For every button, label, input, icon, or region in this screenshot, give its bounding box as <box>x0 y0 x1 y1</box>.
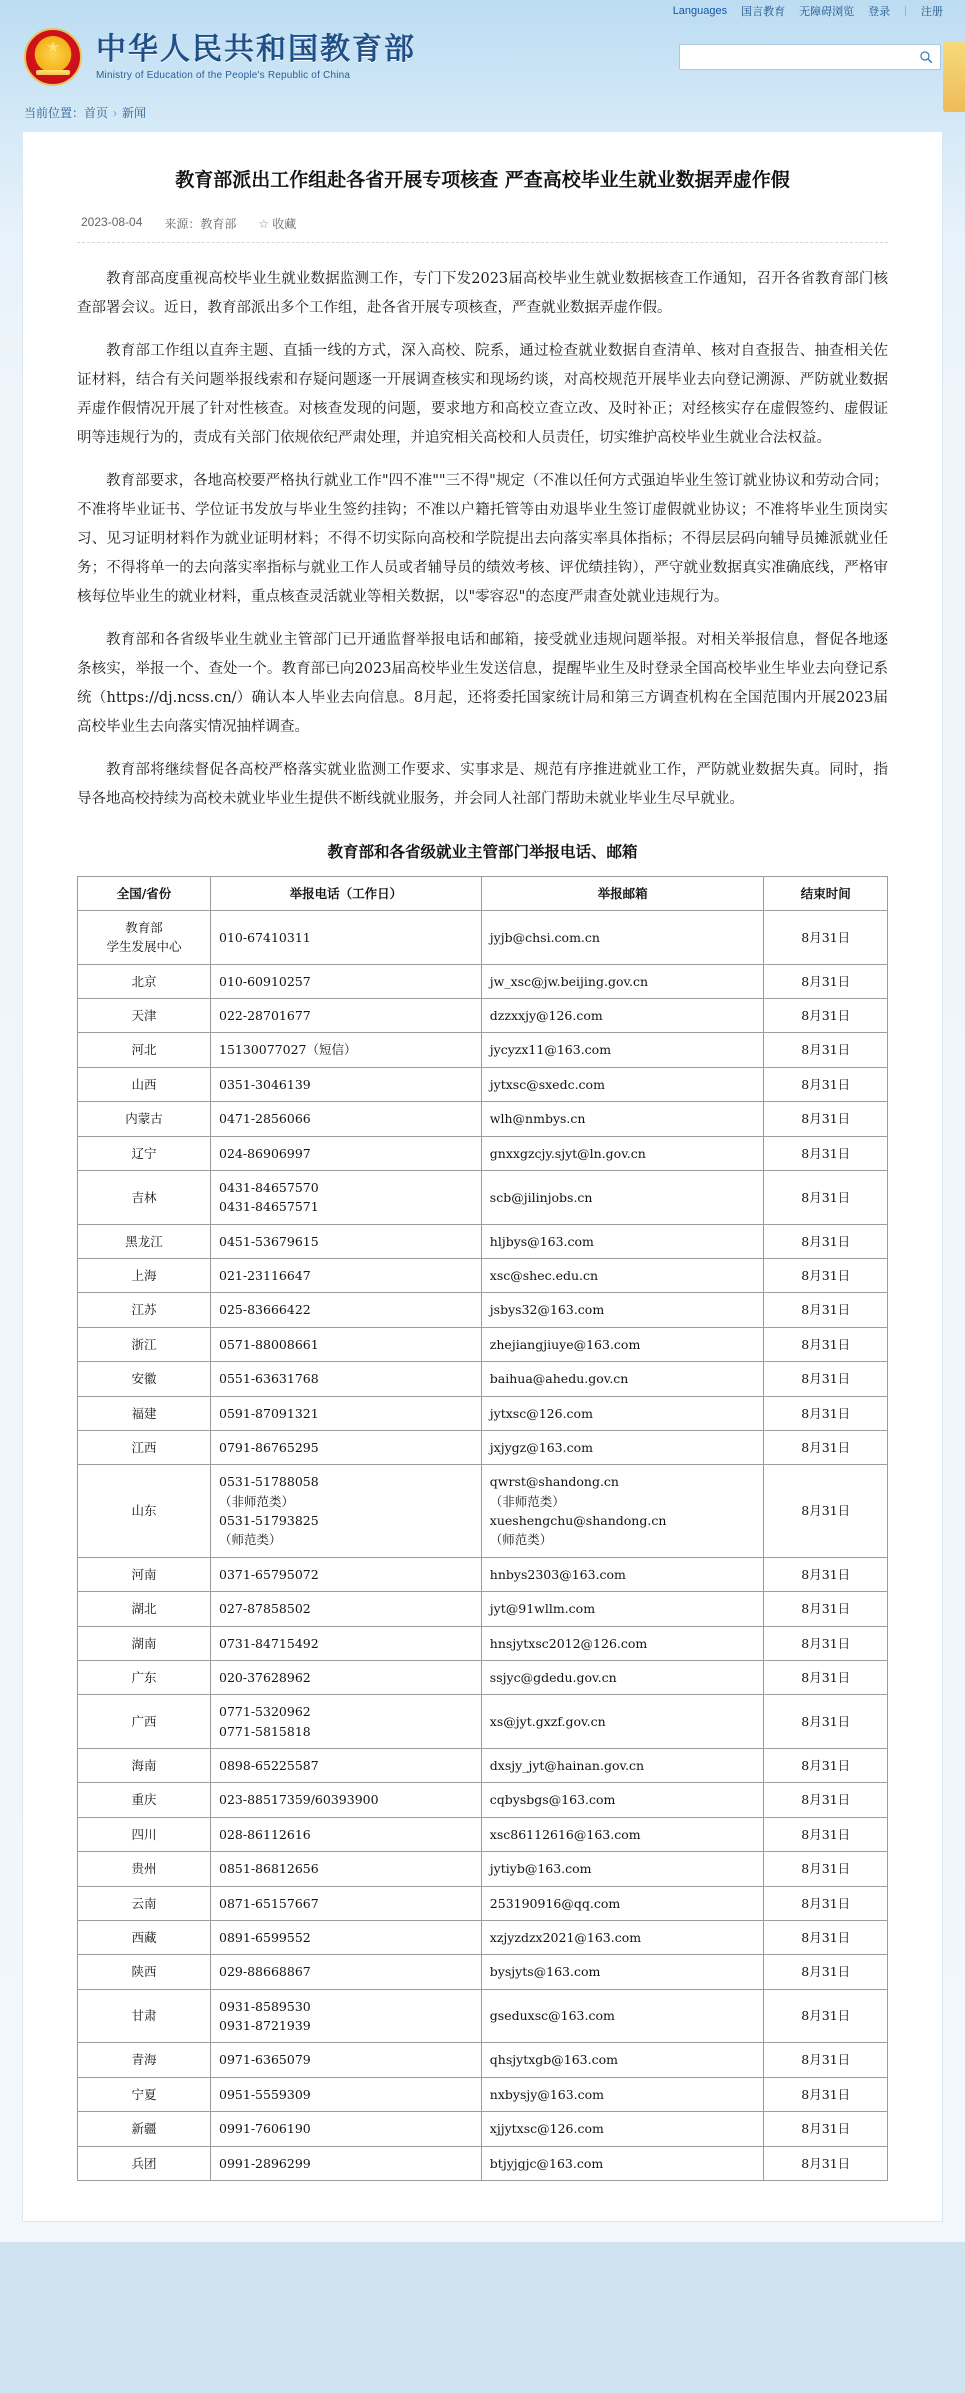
table-row <box>78 1067 888 1101</box>
breadcrumb-home[interactable]: 首页 <box>84 106 109 120</box>
star-icon: ☆ <box>258 216 270 231</box>
cell-email: baihua@ahedu.gov.cn <box>481 1362 764 1396</box>
cell-enddate: 8月31日 <box>764 1783 888 1817</box>
cell-region: 内蒙古 <box>78 1102 211 1136</box>
table-row <box>78 1626 888 1660</box>
table-row <box>78 2112 888 2146</box>
cell-enddate: 8月31日 <box>764 1293 888 1327</box>
cell-email: jyt@91wllm.com <box>481 1592 764 1626</box>
cell-phone: 0551-63631768 <box>211 1362 482 1396</box>
cell-region: 北京 <box>78 964 211 998</box>
table-row <box>78 1327 888 1361</box>
table-row <box>78 1920 888 1954</box>
cell-phone: 0991-7606190 <box>211 2112 482 2146</box>
table-row <box>78 1852 888 1886</box>
cell-region: 江西 <box>78 1430 211 1464</box>
cell-email: zhejiangjiuye@163.com <box>481 1327 764 1361</box>
cell-region: 山西 <box>78 1067 211 1101</box>
top-utility-bar <box>0 0 965 22</box>
col-email: 举报邮箱 <box>481 876 764 910</box>
table-row <box>78 1749 888 1783</box>
col-region: 全国/省份 <box>78 876 211 910</box>
article-meta <box>77 215 888 243</box>
cell-phone: 0991-2896299 <box>211 2146 482 2180</box>
cell-region: 山东 <box>78 1465 211 1558</box>
cell-phone: 025-83666422 <box>211 1293 482 1327</box>
cell-enddate: 8月31日 <box>764 910 888 964</box>
cell-enddate: 8月31日 <box>764 964 888 998</box>
table-body <box>78 910 888 2180</box>
report-contacts-table <box>77 876 888 2181</box>
cell-enddate: 8月31日 <box>764 1327 888 1361</box>
cell-region: 江苏 <box>78 1293 211 1327</box>
cell-region: 兵团 <box>78 2146 211 2180</box>
cell-phone: 010-60910257 <box>211 964 482 998</box>
table-row <box>78 1033 888 1067</box>
table-row <box>78 1102 888 1136</box>
cell-phone: 027-87858502 <box>211 1592 482 1626</box>
cell-enddate: 8月31日 <box>764 1430 888 1464</box>
breadcrumb-chevron-icon: › <box>113 106 118 120</box>
site-title-cn: 中华人民共和国教育部 <box>96 31 416 67</box>
search-icon <box>919 50 933 64</box>
cell-enddate: 8月31日 <box>764 1955 888 1989</box>
cell-email: ssjyc@gdedu.gov.cn <box>481 1660 764 1694</box>
table-row <box>78 1955 888 1989</box>
table-row <box>78 1136 888 1170</box>
cell-region: 福建 <box>78 1396 211 1430</box>
table-row <box>78 1817 888 1851</box>
table-row <box>78 1430 888 1464</box>
cell-region: 吉林 <box>78 1170 211 1224</box>
report-table-title: 教育部和各省级就业主管部门举报电话、邮箱 <box>327 841 638 861</box>
cell-email: jyjb@chsi.com.cn <box>481 910 764 964</box>
cell-phone: 022-28701677 <box>211 999 482 1033</box>
cell-phone: 0871-65157667 <box>211 1886 482 1920</box>
site-header <box>0 22 965 92</box>
cell-phone: 0971-6365079 <box>211 2043 482 2077</box>
cell-email: qhsjytxgb@163.com <box>481 2043 764 2077</box>
cell-phone: 0571-88008661 <box>211 1327 482 1361</box>
cell-enddate: 8月31日 <box>764 1695 888 1749</box>
cell-region: 陕西 <box>78 1955 211 1989</box>
cell-email: gnxxgzcjy.sjyt@ln.gov.cn <box>481 1136 764 1170</box>
article-paragraph-3: 教育部要求，各地高校要严格执行就业工作"四不准""三不得"规定（不准以任何方式强迫毕业生签订就业协议和劳动合同；不准将毕业证书、学位证书发放与毕业生签约挂钩；不准以户籍托管等由劝退毕业生签订虚假就业协议；不准将毕业生顶岗实习、见习证明材料作为就业证明材料；不得不切实际向高校和学院提出去向落实率具体指标；不得层层码向辅导员摊派就业任务；不得将单一的去向落实率指标与就业工作人员或者辅导员的绩效考核、评优绩挂钩），严守就业数据真实准确底线，严格审核每位毕业生的就业材料，重点核查灵活就业等相关数据，以"零容忍"的态度严肃查处就业违规行为。 <box>77 472 888 605</box>
cell-region: 新疆 <box>78 2112 211 2146</box>
cell-region: 教育部 学生发展中心 <box>78 910 211 964</box>
cell-enddate: 8月31日 <box>764 1592 888 1626</box>
breadcrumb <box>0 92 965 131</box>
cell-email: jxjygz@163.com <box>481 1430 764 1464</box>
cell-email: jytxsc@126.com <box>481 1396 764 1430</box>
table-row <box>78 1783 888 1817</box>
cell-phone: 0371-65795072 <box>211 1557 482 1591</box>
cell-email: xsc86112616@163.com <box>481 1817 764 1851</box>
cell-email: jytiyb@163.com <box>481 1852 764 1886</box>
table-row <box>78 2146 888 2180</box>
table-row <box>78 1886 888 1920</box>
cell-email: xsc@shec.edu.cn <box>481 1259 764 1293</box>
cell-email: hljbys@163.com <box>481 1224 764 1258</box>
cell-region: 上海 <box>78 1259 211 1293</box>
cell-enddate: 8月31日 <box>764 1557 888 1591</box>
col-enddate: 结束时间 <box>764 876 888 910</box>
cell-email: 253190916@qq.com <box>481 1886 764 1920</box>
cell-phone: 0931-8589530 0931-8721939 <box>211 1989 482 2043</box>
article-paragraph-5: 教育部将继续督促各高校严格落实就业监测工作要求、实事求是、规范有序推进就业工作，严防就业数据失真。同时，指导各地高校持续为高校未就业毕业生提供不断线就业服务，并会同人社部门帮助未就业毕业生尽早就业。 <box>77 761 888 807</box>
cell-phone: 021-23116647 <box>211 1259 482 1293</box>
cell-email: btjyjgjc@163.com <box>481 2146 764 2180</box>
table-row <box>78 910 888 964</box>
cell-region: 西藏 <box>78 1920 211 1954</box>
cell-phone: 020-37628962 <box>211 1660 482 1694</box>
cell-region: 贵州 <box>78 1852 211 1886</box>
article-card <box>22 131 943 2222</box>
cell-region: 浙江 <box>78 1327 211 1361</box>
cell-region: 云南 <box>78 1886 211 1920</box>
cell-email: xjjytxsc@126.com <box>481 2112 764 2146</box>
cell-region: 广西 <box>78 1695 211 1749</box>
cell-enddate: 8月31日 <box>764 2077 888 2111</box>
cell-email: jycyzx11@163.com <box>481 1033 764 1067</box>
table-row <box>78 1592 888 1626</box>
cell-region: 安徽 <box>78 1362 211 1396</box>
cell-email: nxbysjy@163.com <box>481 2077 764 2111</box>
cell-enddate: 8月31日 <box>764 1224 888 1258</box>
cell-email: xs@jyt.gxzf.gov.cn <box>481 1695 764 1749</box>
cell-region: 河北 <box>78 1033 211 1067</box>
cell-phone: 0851-86812656 <box>211 1852 482 1886</box>
cell-email: gseduxsc@163.com <box>481 1989 764 2043</box>
cell-email: scb@jilinjobs.cn <box>481 1170 764 1224</box>
cell-phone: 0351-3046139 <box>211 1067 482 1101</box>
table-head <box>78 876 888 910</box>
table-row <box>78 999 888 1033</box>
decorative-ribbon <box>943 42 965 112</box>
cell-phone: 010-67410311 <box>211 910 482 964</box>
article-paragraph-2: 教育部工作组以直奔主题、直插一线的方式，深入高校、院系，通过检查就业数据自查清单、核对自查报告、抽查相关佐证材料，结合有关问题举报线索和存疑问题逐一开展调查核实和现场约谈，对高校规范开展毕业去向登记溯源、严防就业数据弄虚作假情况开展了针对性核查。对核查发现的问题，要求地方和高校立查立改、及时补正；对经核实存在虚假签约、虚假证明等违规行为的，责成有关部门依规依纪严肃处理，并追究相关高校和人员责任，切实维护高校毕业生就业合法权益。 <box>77 342 888 446</box>
cell-region: 天津 <box>78 999 211 1033</box>
cell-phone: 0531-51788058 （非师范类） 0531-51793825 （师范类） <box>211 1465 482 1558</box>
table-row <box>78 964 888 998</box>
cell-enddate: 8月31日 <box>764 2146 888 2180</box>
cell-enddate: 8月31日 <box>764 999 888 1033</box>
search-box[interactable] <box>679 44 941 70</box>
cell-region: 河南 <box>78 1557 211 1591</box>
cell-phone: 15130077027（短信） <box>211 1033 482 1067</box>
page-title: 教育部派出工作组赴各省开展专项核查 严查高校毕业生就业数据弄虚作假 <box>175 169 790 191</box>
cell-region: 黑龙江 <box>78 1224 211 1258</box>
cell-enddate: 8月31日 <box>764 1660 888 1694</box>
cell-enddate: 8月31日 <box>764 1465 888 1558</box>
article-source: 来源：教育部 <box>164 216 237 231</box>
cell-phone: 0591-87091321 <box>211 1396 482 1430</box>
cell-phone: 0891-6599552 <box>211 1920 482 1954</box>
cell-region: 宁夏 <box>78 2077 211 2111</box>
breadcrumb-current[interactable]: 新闻 <box>122 106 147 120</box>
cell-phone: 023-88517359/60393900 <box>211 1783 482 1817</box>
cell-email: jsbys32@163.com <box>481 1293 764 1327</box>
cell-email: xzjyzdzx2021@163.com <box>481 1920 764 1954</box>
cell-phone: 0771-5320962 0771-5815818 <box>211 1695 482 1749</box>
table-row <box>78 1557 888 1591</box>
table-row <box>78 1170 888 1224</box>
table-row <box>78 1695 888 1749</box>
topbar-item-1[interactable]: 无障碍浏览 <box>799 6 855 18</box>
topbar-item-3[interactable]: 注册 <box>921 6 943 18</box>
article-date: 2023-08-04 <box>81 214 143 229</box>
cell-email: hnbys2303@163.com <box>481 1557 764 1591</box>
cell-enddate: 8月31日 <box>764 1989 888 2043</box>
search-button[interactable] <box>912 45 940 69</box>
cell-enddate: 8月31日 <box>764 1396 888 1430</box>
cell-enddate: 8月31日 <box>764 1170 888 1224</box>
cell-region: 广东 <box>78 1660 211 1694</box>
table-row <box>78 1465 888 1558</box>
cell-email: qwrst@shandong.cn （非师范类） xueshengchu@shandong.cn （师范类） <box>481 1465 764 1558</box>
cell-enddate: 8月31日 <box>764 2112 888 2146</box>
cell-enddate: 8月31日 <box>764 1920 888 1954</box>
cell-enddate: 8月31日 <box>764 1749 888 1783</box>
cell-email: dzzxxjy@126.com <box>481 999 764 1033</box>
cell-enddate: 8月31日 <box>764 1067 888 1101</box>
cell-enddate: 8月31日 <box>764 1886 888 1920</box>
table-row <box>78 2043 888 2077</box>
site-title-en: Ministry of Education of the People's Republic of China <box>96 70 351 82</box>
cell-phone: 0731-84715492 <box>211 1626 482 1660</box>
cell-email: hnsjytxsc2012@126.com <box>481 1626 764 1660</box>
cell-email: jw_xsc@jw.beijing.gov.cn <box>481 964 764 998</box>
table-row <box>78 1989 888 2043</box>
table-header-row <box>78 876 888 910</box>
languages-link[interactable]: Languages <box>672 5 728 17</box>
cell-region: 湖南 <box>78 1626 211 1660</box>
cell-region: 海南 <box>78 1749 211 1783</box>
table-row <box>78 2077 888 2111</box>
col-phone: 举报电话（工作日） <box>211 876 482 910</box>
cell-enddate: 8月31日 <box>764 1852 888 1886</box>
table-row <box>78 1224 888 1258</box>
cell-enddate: 8月31日 <box>764 1259 888 1293</box>
table-row <box>78 1660 888 1694</box>
topbar-separator: | <box>904 5 907 17</box>
cell-region: 四川 <box>78 1817 211 1851</box>
cell-phone: 0451-53679615 <box>211 1224 482 1258</box>
favorite-button[interactable]: ☆ 收藏 <box>258 216 297 231</box>
cell-phone: 0791-86765295 <box>211 1430 482 1464</box>
table-row <box>78 1362 888 1396</box>
national-emblem-icon <box>24 28 82 86</box>
cell-email: wlh@nmbys.cn <box>481 1102 764 1136</box>
topbar-item-0[interactable]: 国言教育 <box>741 6 786 18</box>
cell-phone: 0431-84657570 0431-84657571 <box>211 1170 482 1224</box>
table-row <box>78 1259 888 1293</box>
cell-email: jytxsc@sxedc.com <box>481 1067 764 1101</box>
article-paragraph-1: 教育部高度重视高校毕业生就业数据监测工作，专门下发2023届高校毕业生就业数据核查工作通知，召开各省教育部门核查部署会议。近日，教育部派出多个工作组，赴各省开展专项核查，严查就业数据弄虚作假。 <box>77 270 888 316</box>
cell-enddate: 8月31日 <box>764 1102 888 1136</box>
cell-email: dxsjy_jyt@hainan.gov.cn <box>481 1749 764 1783</box>
cell-phone: 0471-2856066 <box>211 1102 482 1136</box>
topbar-item-2[interactable]: 登录 <box>868 6 891 18</box>
cell-enddate: 8月31日 <box>764 1817 888 1851</box>
article-paragraph-4: 教育部和各省级毕业生就业主管部门已开通监督举报电话和邮箱，接受就业违规问题举报。对相关举报信息，督促各地逐条核实，举报一个、查处一个。教育部已向2023届高校毕业生发送信息，提醒毕业生及时登录全国高校毕业生毕业去向登记系统（https://dj.ncss.cn/）确认本人毕业去向信息。8月起，还将委托国家统计局和第三方调查机构在全国范围内开展2023届高校毕业生去向落实情况抽样调查。 <box>77 631 888 735</box>
cell-enddate: 8月31日 <box>764 1626 888 1660</box>
search-input[interactable] <box>680 45 912 69</box>
cell-region: 重庆 <box>78 1783 211 1817</box>
cell-region: 青海 <box>78 2043 211 2077</box>
cell-phone: 024-86906997 <box>211 1136 482 1170</box>
cell-region: 甘肃 <box>78 1989 211 2043</box>
table-row <box>78 1293 888 1327</box>
table-row <box>78 1396 888 1430</box>
breadcrumb-label: 当前位置： <box>24 106 85 120</box>
cell-enddate: 8月31日 <box>764 2043 888 2077</box>
site-title-block <box>96 33 416 82</box>
cell-enddate: 8月31日 <box>764 1136 888 1170</box>
cell-email: bysjyts@163.com <box>481 1955 764 1989</box>
cell-phone: 029-88668867 <box>211 1955 482 1989</box>
cell-phone: 0898-65225587 <box>211 1749 482 1783</box>
cell-region: 湖北 <box>78 1592 211 1626</box>
cell-phone: 0951-5559309 <box>211 2077 482 2111</box>
cell-phone: 028-86112616 <box>211 1817 482 1851</box>
cell-email: cqbysbgs@163.com <box>481 1783 764 1817</box>
cell-region: 辽宁 <box>78 1136 211 1170</box>
cell-enddate: 8月31日 <box>764 1362 888 1396</box>
cell-enddate: 8月31日 <box>764 1033 888 1067</box>
